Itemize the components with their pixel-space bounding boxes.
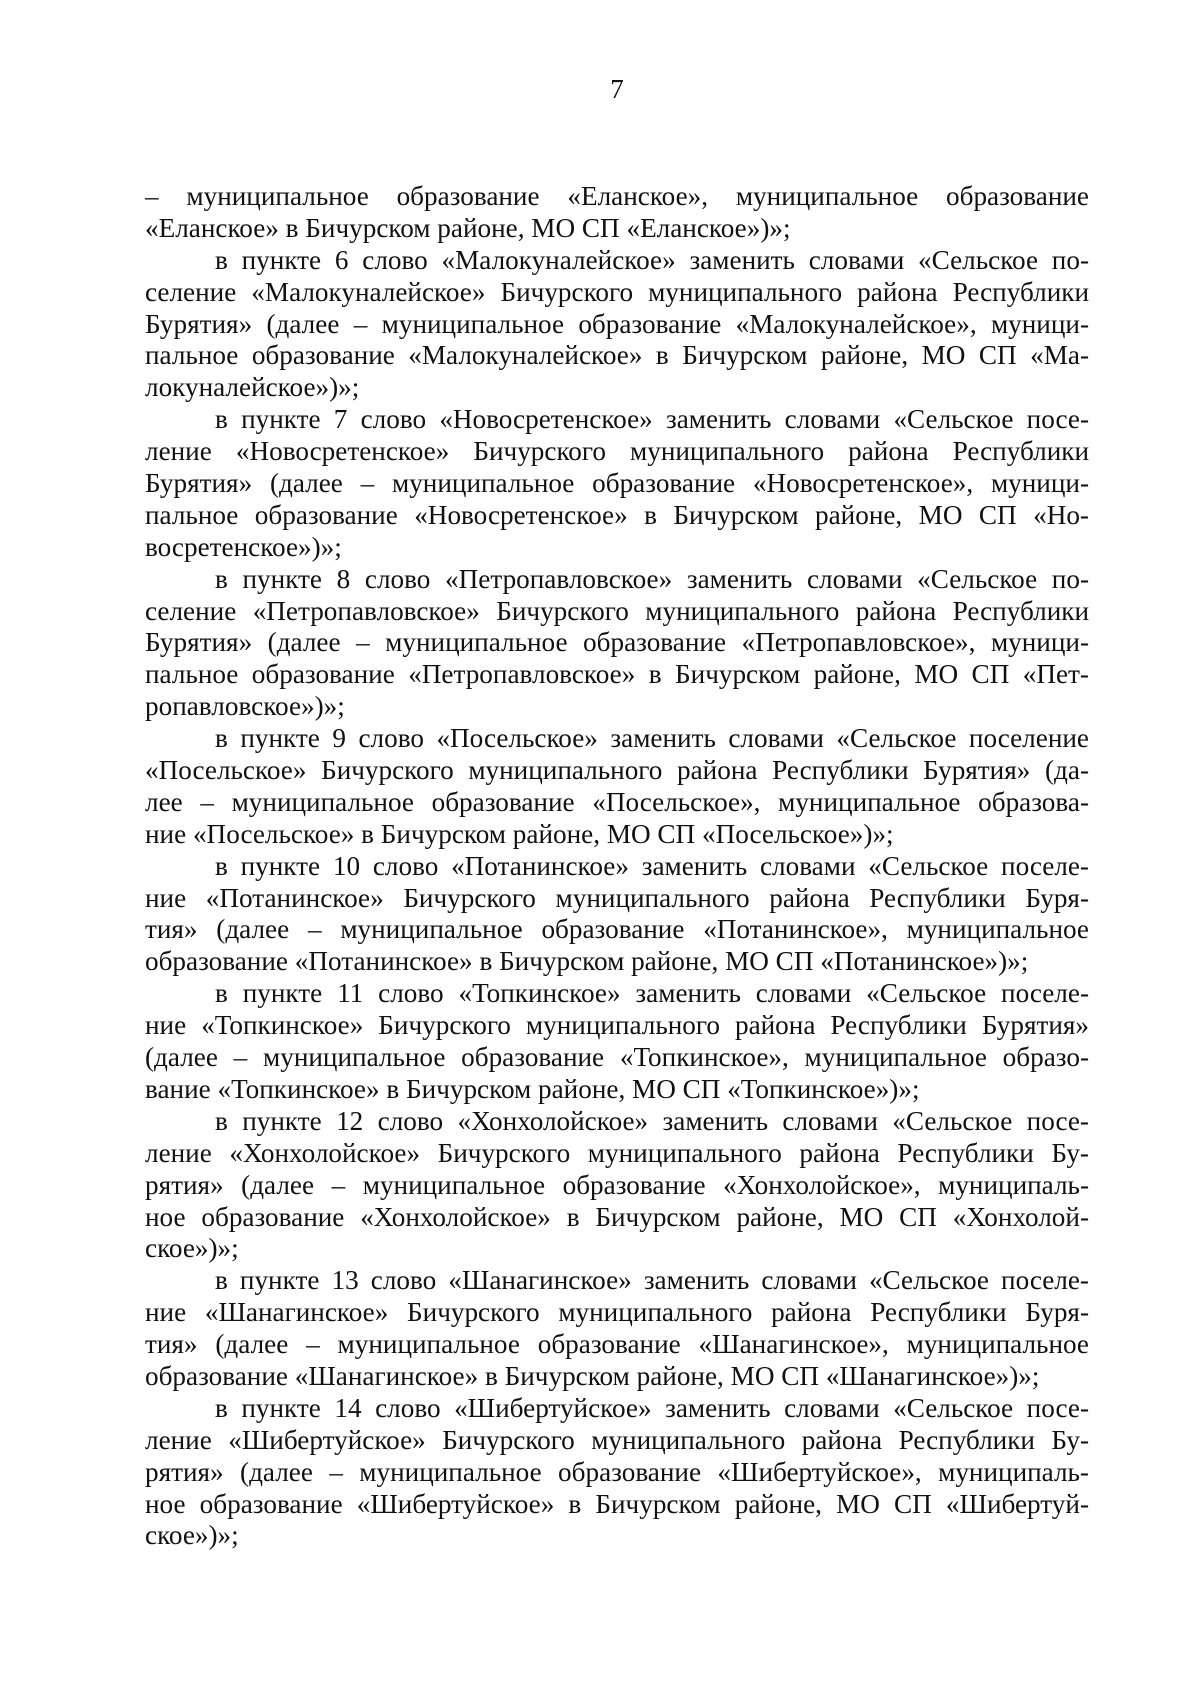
text-line: рятия» (далее – муниципальное образование «Хонхолойское», муниципаль- — [145, 1169, 1089, 1200]
text-line: в пункте 8 слово «Петропавловское» заменить словами «Сельское по- — [215, 563, 1089, 594]
text-line: (далее – муниципальное образование «Топкинское», муниципальное образо- — [145, 1042, 1089, 1073]
text-line: тия» (далее – муниципальное образование «Шанагинское», муниципальное — [145, 1329, 1089, 1360]
document-body — [145, 181, 1089, 1552]
text-line: в пункте 9 слово «Посельское» заменить словами «Сельское поселение — [215, 723, 1089, 754]
text-line: в пункте 11 слово «Топкинское» заменить словами «Сельское поселе- — [215, 978, 1089, 1009]
text-line: локуналейское»)»; — [145, 372, 360, 403]
text-line: пальное образование «Петропавловское» в Бичурском районе, МО СП «Пет- — [145, 659, 1089, 690]
text-line: в пункте 12 слово «Хонхолойское» заменить словами «Сельское посе- — [215, 1105, 1089, 1136]
paragraph — [145, 978, 1089, 1106]
paragraph — [145, 723, 1089, 851]
text-line: ление «Новосретенское» Бичурского муниципального района Республики — [145, 436, 1089, 467]
text-line: селение «Петропавловское» Бичурского муниципального района Республики — [145, 595, 1089, 626]
text-line: в пункте 7 слово «Новосретенское» заменить словами «Сельское посе- — [215, 404, 1089, 435]
text-line: «Посельское» Бичурского муниципального района Республики Бурятия» (да- — [145, 755, 1089, 786]
paragraph — [145, 181, 1089, 245]
text-line: селение «Малокуналейское» Бичурского муниципального района Республики — [145, 276, 1089, 307]
text-line: образование «Шанагинское» в Бичурском районе, МО СП «Шанагинское»)»; — [145, 1360, 1040, 1391]
text-line: ние «Посельское» в Бичурском районе, МО СП «Посельское»)»; — [145, 818, 894, 849]
text-line: ление «Хонхолойское» Бичурского муниципального района Республики Бу- — [145, 1137, 1089, 1168]
text-line: Бурятия» (далее – муниципальное образование «Малокуналейское», муници- — [145, 308, 1089, 339]
paragraph — [145, 564, 1089, 723]
text-line: ропавловское»)»; — [145, 691, 345, 722]
text-line: лее – муниципальное образование «Посельское», муниципальное образова- — [145, 786, 1089, 817]
text-line: ние «Топкинское» Бичурского муниципального района Республики Бурятия» — [145, 1010, 1089, 1041]
text-line: восретенское»)»; — [145, 531, 342, 562]
text-line: ние «Потанинское» Бичурского муниципального района Республики Буря- — [145, 882, 1089, 913]
text-line: в пункте 14 слово «Шибертуйское» заменить словами «Сельское посе- — [215, 1392, 1089, 1423]
page-number: 7 — [610, 74, 624, 104]
paragraph — [145, 1106, 1089, 1265]
text-line: ление «Шибертуйское» Бичурского муниципального района Республики Бу- — [145, 1424, 1089, 1455]
text-line: – муниципальное образование «Еланское», муниципальное образование — [145, 181, 1089, 211]
text-line: «Еланское» в Бичурском районе, МО СП «Еланское»)»; — [145, 212, 791, 243]
text-line: в пункте 13 слово «Шанагинское» заменить словами «Сельское поселе- — [215, 1265, 1089, 1296]
paragraph — [145, 851, 1089, 979]
text-line: вание «Топкинское» в Бичурском районе, МО СП «Топкинское»)»; — [145, 1073, 920, 1104]
paragraph — [145, 1265, 1089, 1393]
text-line: ние «Шанагинское» Бичурского муниципального района Республики Буря- — [145, 1297, 1089, 1328]
text-line: Бурятия» (далее – муниципальное образование «Новосретенское», муници- — [145, 468, 1089, 499]
paragraph — [145, 1393, 1089, 1552]
text-line: ное образование «Хонхолойское» в Бичурском районе, МО СП «Хонхолой- — [145, 1201, 1089, 1232]
text-line: рятия» (далее – муниципальное образование «Шибертуйское», муниципаль- — [145, 1456, 1089, 1487]
text-line: Бурятия» (далее – муниципальное образование «Петропавловское», муници- — [145, 627, 1089, 658]
text-line: ское»)»; — [145, 1520, 239, 1551]
paragraph — [145, 245, 1089, 404]
text-line: в пункте 10 слово «Потанинское» заменить словами «Сельское поселе- — [215, 850, 1089, 881]
text-line: ное образование «Шибертуйское» в Бичурском районе, МО СП «Шибертуй- — [145, 1488, 1089, 1519]
text-line: пальное образование «Малокуналейское» в Бичурском районе, МО СП «Ма- — [145, 340, 1089, 371]
text-line: тия» (далее – муниципальное образование «Потанинское», муниципальное — [145, 914, 1089, 945]
paragraph — [145, 404, 1089, 563]
text-line: образование «Потанинское» в Бичурском районе, МО СП «Потанинское»)»; — [145, 946, 1029, 977]
text-line: в пункте 6 слово «Малокуналейское» заменить словами «Сельское по- — [215, 244, 1089, 275]
text-line: ское»)»; — [145, 1233, 239, 1264]
text-line: пальное образование «Новосретенское» в Бичурском районе, МО СП «Но- — [145, 499, 1089, 530]
